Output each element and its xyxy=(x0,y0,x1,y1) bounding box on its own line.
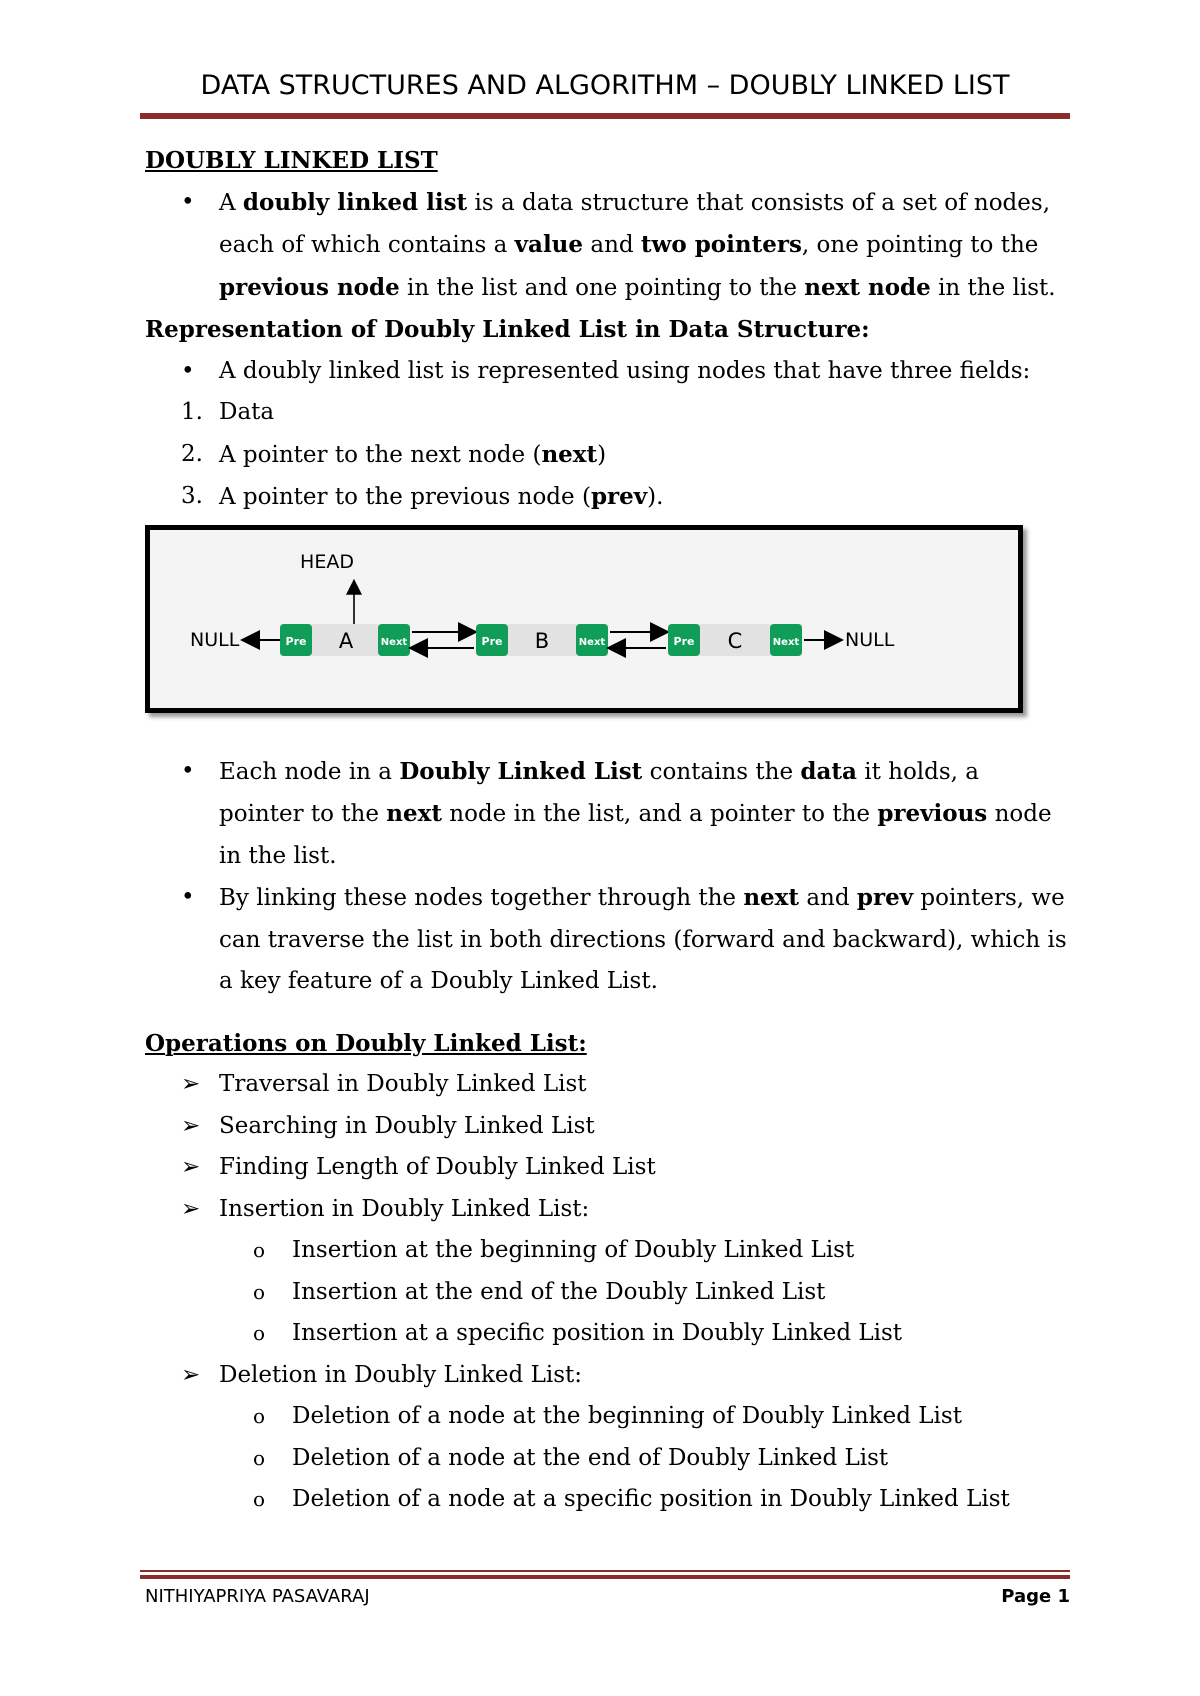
footer-rule-bottom xyxy=(140,1575,1070,1579)
text: Insertion at the end of the Doubly Linked List xyxy=(292,1278,826,1305)
text: Data xyxy=(219,399,275,425)
arrow-bullet-icon: ➢ xyxy=(181,1112,201,1139)
circle-bullet-icon: o xyxy=(253,1487,266,1511)
null-left-label: NULL xyxy=(190,628,240,651)
text: ). xyxy=(647,484,664,510)
doubly-linked-list-diagram xyxy=(145,525,1023,713)
bold-text: next xyxy=(386,800,442,827)
text: in the list. xyxy=(930,274,1056,301)
text: Insertion in Doubly Linked List: xyxy=(219,1195,590,1222)
bold-text: next xyxy=(743,884,800,911)
traversal-bullet xyxy=(145,877,1070,1003)
diagram-svg xyxy=(150,530,1018,708)
text: Finding Length of Doubly Linked List xyxy=(219,1154,656,1180)
text: Insertion at a specific position in Doubly Linked List xyxy=(292,1320,903,1346)
intro-bullet xyxy=(145,182,1070,310)
text: Traversal in Doubly Linked List xyxy=(219,1071,587,1097)
bold-text: previous xyxy=(877,800,988,827)
text: Each node in a xyxy=(219,758,400,785)
node-b-prev-label: Pre xyxy=(481,634,503,648)
bold-text: next node xyxy=(804,273,931,301)
bold-text: Doubly Linked List xyxy=(399,757,643,785)
footer-page-number: Page 1 xyxy=(1001,1586,1070,1607)
text: node in the list, and a pointer to the xyxy=(441,801,878,827)
arrow-bullet-icon: ➢ xyxy=(181,1071,201,1097)
header-rule xyxy=(140,113,1070,119)
text: it holds, a pointer to the xyxy=(219,758,980,827)
section-heading-operations: Operations on Doubly Linked List: xyxy=(145,1029,587,1057)
bold-text: prev xyxy=(856,884,914,911)
bold-text: two pointers xyxy=(640,231,802,258)
text: By linking these nodes together through the xyxy=(219,885,744,911)
node-c-next-label: Next xyxy=(772,636,800,648)
section-heading-dll: DOUBLY LINKED LIST xyxy=(145,147,438,174)
operation-item-length xyxy=(145,1147,1070,1189)
bullet-marker: • xyxy=(181,884,195,910)
number-marker: 2. xyxy=(181,440,203,467)
text: Insertion at the beginning of Doubly Linked List xyxy=(292,1237,855,1263)
text: , one pointing to the xyxy=(801,232,1039,258)
main-content xyxy=(145,140,1070,1521)
bullet-marker: • xyxy=(181,188,195,215)
insertion-sub-item-position xyxy=(145,1313,1070,1355)
deletion-sub-item-beginning xyxy=(145,1396,1070,1438)
text: in the list and one pointing to the xyxy=(399,274,805,301)
field-item-2 xyxy=(145,434,1070,477)
field-item-3 xyxy=(145,476,1070,519)
text: ) xyxy=(597,441,607,468)
node-b-next-label: Next xyxy=(578,636,606,648)
operation-item-searching xyxy=(145,1106,1070,1148)
node-b-label: B xyxy=(534,628,550,653)
circle-bullet-icon: o xyxy=(253,1238,266,1262)
deletion-sub-item-end xyxy=(145,1438,1070,1480)
node-a-prev-label: Pre xyxy=(285,634,307,648)
text: Deletion of a node at the end of Doubly Linked List xyxy=(292,1444,889,1471)
operation-item-deletion xyxy=(145,1355,1070,1397)
head-label: HEAD xyxy=(300,550,354,573)
representation-bullet xyxy=(145,351,1070,393)
text: and xyxy=(583,232,641,258)
text: Deletion of a node at the beginning of Doubly Linked List xyxy=(292,1403,962,1429)
text: pointers, we can traverse the list in both directions (forward and backward), which is a key feature of a Doubly Linked List. xyxy=(219,885,1067,994)
bold-text: value xyxy=(514,231,584,258)
text: Deletion in Doubly Linked List: xyxy=(219,1361,583,1388)
bold-text: doubly linked list xyxy=(242,188,468,216)
text: Deletion of a node at a specific position in Doubly Linked List xyxy=(292,1486,1010,1512)
footer-rule-top xyxy=(140,1570,1070,1572)
arrow-bullet-icon: ➢ xyxy=(181,1154,201,1180)
circle-bullet-icon: o xyxy=(253,1404,266,1428)
field-item-1 xyxy=(145,392,1070,434)
arrow-bullet-icon: ➢ xyxy=(181,1195,201,1222)
circle-bullet-icon: o xyxy=(253,1279,266,1304)
insertion-sub-item-beginning xyxy=(145,1230,1070,1272)
operation-item-insertion xyxy=(145,1189,1070,1231)
null-right-label: NULL xyxy=(845,628,895,651)
bold-text: next xyxy=(541,440,598,468)
number-marker: 3. xyxy=(181,483,203,509)
number-marker: 1. xyxy=(181,399,203,425)
arrow-bullet-icon: ➢ xyxy=(181,1361,201,1388)
node-c-label: C xyxy=(727,628,743,653)
text: A pointer to the previous node ( xyxy=(219,484,591,510)
text: is a data structure that consists of a set of nodes, each of which contains a xyxy=(219,189,1051,258)
bullet-marker: • xyxy=(181,357,195,384)
footer-author: NITHIYAPRIYA PASAVARAJ xyxy=(145,1586,370,1607)
operation-item-traversal xyxy=(145,1064,1070,1106)
node-a-next-label: Next xyxy=(380,636,408,648)
header-title: DATA STRUCTURES AND ALGORITHM – DOUBLY LINKED LIST xyxy=(200,70,1010,101)
node-a-label: A xyxy=(338,628,354,653)
insertion-sub-item-end xyxy=(145,1272,1070,1314)
text: Searching in Doubly Linked List xyxy=(219,1112,595,1139)
text: and xyxy=(799,885,857,911)
bullet-marker: • xyxy=(181,757,195,784)
circle-bullet-icon: o xyxy=(253,1321,266,1345)
text: A xyxy=(219,189,243,216)
bold-text: data xyxy=(800,757,857,785)
node-c-prev-label: Pre xyxy=(673,634,695,648)
bold-text: previous node xyxy=(219,273,400,301)
circle-bullet-icon: o xyxy=(253,1445,266,1470)
bold-text: prev xyxy=(590,483,648,510)
text: A pointer to the next node ( xyxy=(219,441,542,468)
deletion-sub-item-position xyxy=(145,1479,1070,1521)
text: node in the list. xyxy=(219,801,1052,869)
section-heading-representation: Representation of Doubly Linked List in Data Structure: xyxy=(145,316,870,343)
text: contains the xyxy=(642,758,801,785)
node-contents-bullet xyxy=(145,751,1070,878)
text: A doubly linked list is represented using nodes that have three fields: xyxy=(219,357,1031,384)
